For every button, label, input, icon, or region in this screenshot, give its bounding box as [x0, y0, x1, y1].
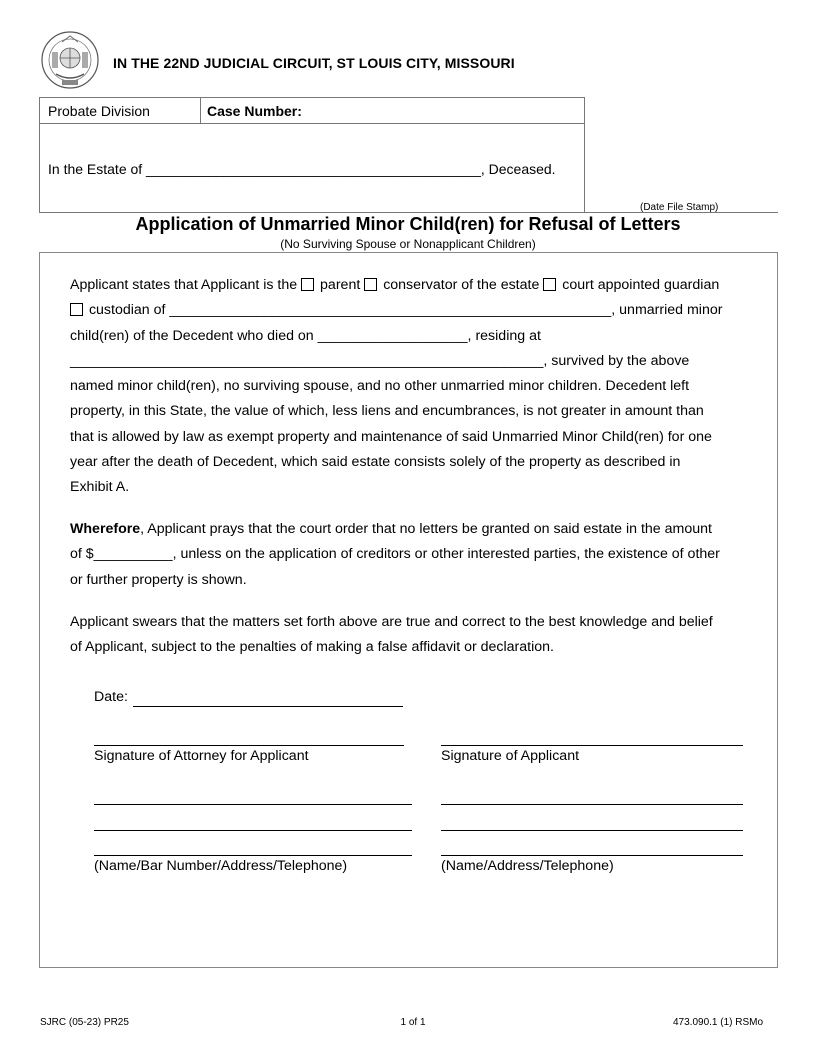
amount-line[interactable]: of $__________, unless on the application of creditors or other interested parties, the existence of other: [70, 546, 720, 563]
oath-text-line: of Applicant, subject to the penalties of making a false affidavit or declaration.: [70, 639, 554, 656]
conservator-option-label: conservator of the estate: [383, 277, 540, 293]
custodian-checkbox[interactable]: [70, 303, 83, 316]
applicant-info-line[interactable]: [441, 855, 743, 856]
residence-line[interactable]: ____________________________________________________________, survived by the above: [70, 352, 690, 369]
statement-intro: Applicant states that Applicant is the: [70, 277, 298, 293]
statement-text-line: that is allowed by law as exempt property and maintenance of said Unmarried Minor Child(ren) for one: [70, 428, 712, 445]
applicant-signature-line[interactable]: [441, 745, 743, 746]
attorney-signature-label: Signature of Attorney for Applicant: [94, 748, 309, 764]
oath-text-line: Applicant swears that the matters set forth above are true and correct to the best knowledge and belief: [70, 614, 713, 630]
statute-reference: 473.090.1 (1) RSMo: [673, 1017, 764, 1028]
attorney-info-line[interactable]: [94, 830, 412, 831]
wherefore-heading: Wherefore: [70, 521, 141, 537]
date-label: Date:: [94, 689, 128, 705]
wherefore-text: , Applicant prays that the court order that no letters be granted on said estate in the amount: [140, 521, 712, 537]
applicant-info-line[interactable]: [441, 804, 743, 805]
statement-text-line: property, in this State, the value of which, less liens and encumbrances, is not greater in amount than: [70, 403, 704, 420]
parent-option-label: parent: [320, 277, 361, 293]
oath-paragraph: [70, 610, 755, 661]
guardian-checkbox[interactable]: [543, 278, 556, 291]
court-title: IN THE 22ND JUDICIAL CIRCUIT, ST LOUIS CITY, MISSOURI: [113, 55, 515, 71]
attorney-info-label: (Name/Bar Number/Address/Telephone): [94, 858, 348, 874]
custodian-option-label: custodian of: [88, 302, 166, 319]
stamp-divider: [585, 212, 778, 213]
wherefore-paragraph: [70, 517, 755, 593]
parent-checkbox[interactable]: [301, 278, 314, 291]
case-caption-box: [39, 97, 585, 213]
applicant-signature-label: Signature of Applicant: [441, 748, 580, 764]
attorney-signature-line[interactable]: [94, 745, 404, 746]
form-id: SJRC (05-23) PR25: [40, 1017, 129, 1028]
applicant-info-line[interactable]: [441, 830, 743, 831]
estate-of-line[interactable]: In the Estate of ___________________________________________, Deceased.: [48, 161, 556, 177]
wherefore-text-line: or further property is shown.: [70, 571, 247, 588]
date-file-stamp-label: (Date File Stamp): [640, 202, 719, 213]
case-number-label: Case Number:: [207, 103, 302, 119]
custodian-of-blank[interactable]: ________________________________________________________, unmarried minor: [169, 302, 723, 319]
conservator-checkbox[interactable]: [364, 278, 377, 291]
attorney-info-line[interactable]: [94, 855, 412, 856]
attorney-info-line[interactable]: [94, 804, 412, 805]
statement-text-line: named minor child(ren), no surviving spouse, and no other unmarried minor children. Decedent left: [70, 378, 690, 395]
form-subtitle: (No Surviving Spouse or Nonapplicant Children): [280, 237, 536, 251]
form-title: Application of Unmarried Minor Child(ren) for Refusal of Letters: [135, 214, 681, 234]
case-caption-header-row: [40, 98, 584, 124]
applicant-info-label: (Name/Address/Telephone): [441, 858, 614, 874]
date-field[interactable]: [133, 706, 403, 707]
statement-text-line: year after the death of Decedent, which said estate consists solely of the property as described in: [70, 454, 681, 471]
division-label: Probate Division: [40, 98, 201, 123]
page-number: 1 of 1: [400, 1017, 426, 1028]
guardian-option-label: court appointed guardian: [562, 277, 720, 293]
statement-text-line: Exhibit A.: [70, 479, 130, 496]
applicant-statement-paragraph: [70, 273, 755, 501]
missouri-seal-icon: [40, 30, 100, 92]
date-of-death-line[interactable]: child(ren) of the Decedent who died on ___________________, residing at: [70, 327, 541, 344]
